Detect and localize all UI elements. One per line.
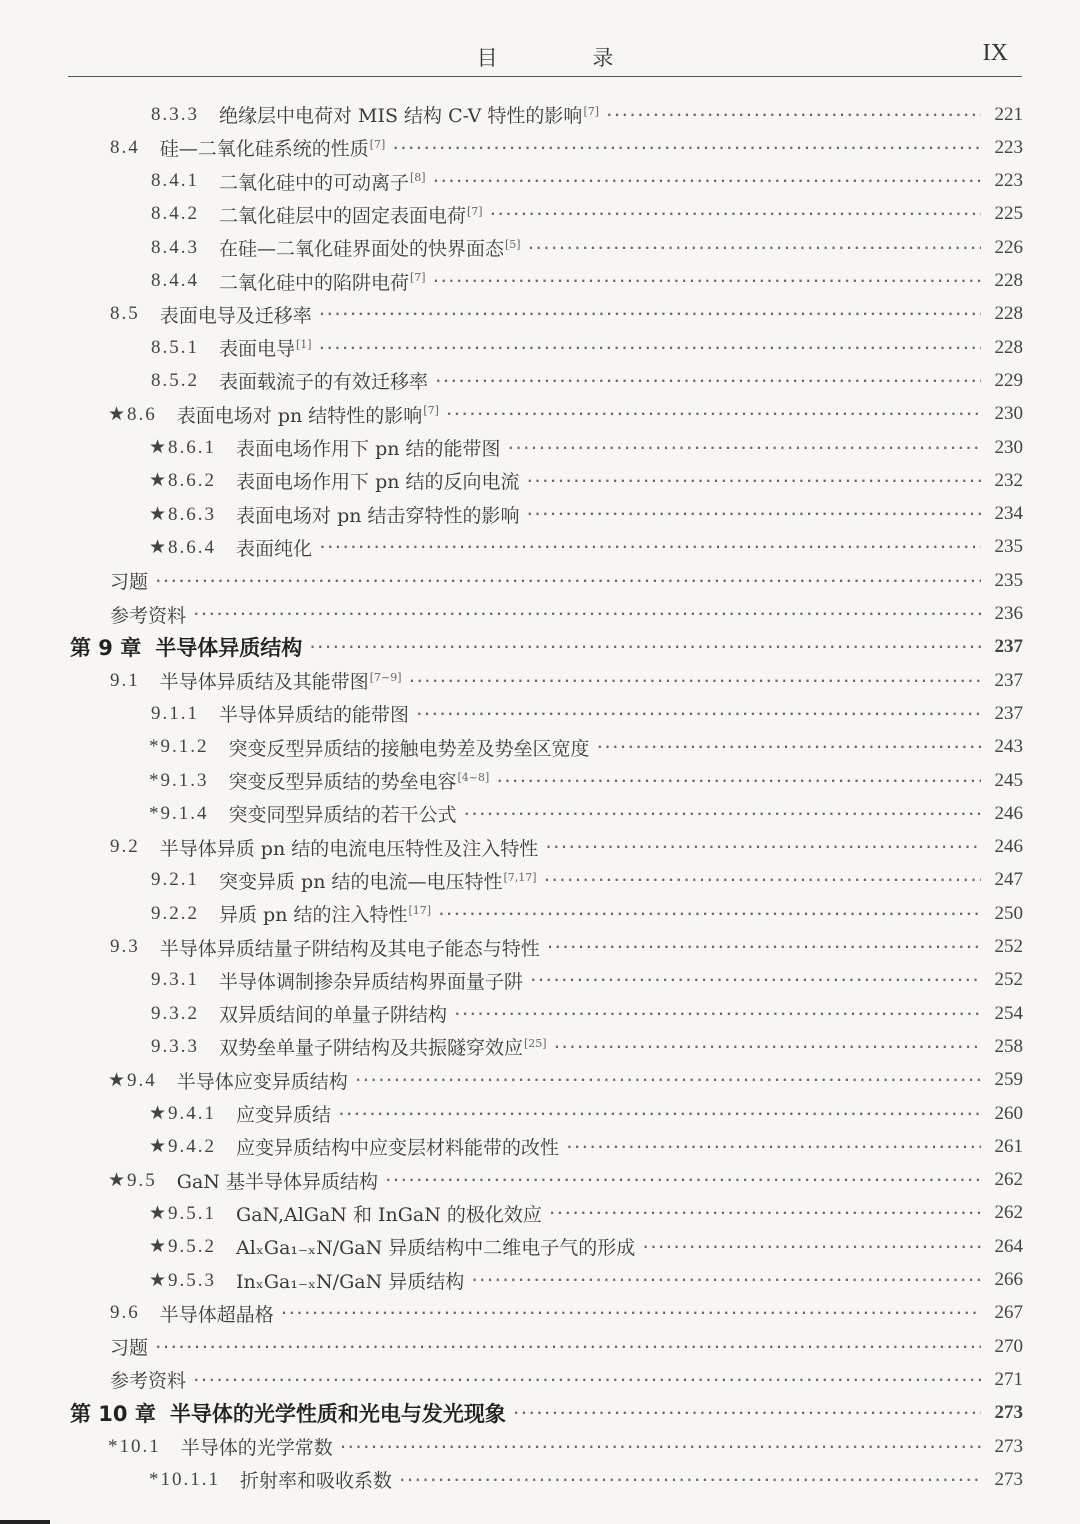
toc-entry-title xyxy=(160,934,540,961)
toc-entry-number: ★9.5.3 xyxy=(149,1269,217,1291)
scan-edge-mark xyxy=(0,1520,50,1524)
toc-entry[interactable] xyxy=(151,997,1023,1030)
toc-entry-title-text: 半导体异质结量子阱结构及其电子能态与特性 xyxy=(159,937,540,960)
toc-entry[interactable] xyxy=(110,664,1023,697)
toc-entry-title-text: 表面电场对 pn 结特性的影响 xyxy=(176,404,423,427)
toc-entry-title-text: 半导体异质结构 xyxy=(155,636,303,661)
toc-entry-page: 266 xyxy=(994,1269,1023,1290)
toc-leader-dots xyxy=(550,1206,981,1220)
toc-entry[interactable] xyxy=(149,498,1023,531)
toc-leader-dots xyxy=(310,640,981,654)
toc-entry[interactable] xyxy=(151,364,1023,397)
toc-leader-dots xyxy=(472,1273,981,1287)
toc-entry-page: 259 xyxy=(994,1069,1023,1091)
toc-entry-title xyxy=(110,1333,148,1360)
toc-entry-page: 271 xyxy=(994,1368,1023,1390)
toc-entry-title-text: InₓGa₁₋ₓN/GaN 异质结构 xyxy=(236,1270,465,1293)
toc-entry-title-text: 习题 xyxy=(110,1337,149,1360)
toc-entry-title-text: 习题 xyxy=(110,571,149,594)
toc-entry-title-text: GaN,AlGaN 和 InGaN 的极化效应 xyxy=(236,1203,542,1226)
toc-entry-reference: [7] xyxy=(423,404,439,418)
toc-entry-page: 234 xyxy=(994,503,1023,525)
toc-entry-page: 260 xyxy=(994,1102,1023,1124)
toc-entry[interactable] xyxy=(149,1230,1023,1263)
toc-leader-dots xyxy=(341,1440,981,1454)
toc-entry[interactable] xyxy=(151,897,1023,930)
toc-entry-reference: [17] xyxy=(408,903,432,917)
toc-entry-title xyxy=(229,767,490,794)
toc-leader-dots xyxy=(320,540,981,554)
toc-entry-page: 273 xyxy=(994,1402,1023,1424)
toc-entry-page: 273 xyxy=(994,1435,1023,1457)
toc-entry-number: ★8.6.4 xyxy=(149,536,217,558)
toc-entry-title-text: 半导体超晶格 xyxy=(159,1303,274,1326)
toc-entry-reference: [7~9] xyxy=(369,670,402,684)
toc-entry[interactable] xyxy=(110,298,1023,331)
toc-entry-title-text: 绝缘层中电荷对 MIS 结构 C-V 特性的影响 xyxy=(219,105,583,127)
toc-entry-title xyxy=(160,1300,274,1327)
toc-entry-title-text: 参考资料 xyxy=(110,604,187,627)
toc-entry-number: ★9.4 xyxy=(108,1069,157,1091)
toc-entry-title xyxy=(219,367,428,394)
toc-entry-number: 8.4.4 xyxy=(151,270,199,291)
toc-entry-title xyxy=(236,534,312,561)
toc-entry[interactable] xyxy=(110,564,1023,597)
toc-entry-number: 第 10 章 xyxy=(70,1402,156,1427)
toc-entry-page: 247 xyxy=(994,869,1023,891)
header-title: 目 录 xyxy=(476,46,658,70)
toc-leader-dots xyxy=(393,141,981,155)
toc-entry[interactable] xyxy=(149,531,1023,564)
toc-entry-reference: [7] xyxy=(410,271,426,285)
toc-entry-reference: [25] xyxy=(524,1037,547,1051)
toc-entry-title xyxy=(219,1033,547,1060)
toc-entry[interactable] xyxy=(151,98,1023,131)
toc-entry-page: 264 xyxy=(994,1235,1023,1257)
toc-entry[interactable] xyxy=(149,764,1023,797)
toc-entry-title xyxy=(236,1267,464,1294)
toc-entry-page: 223 xyxy=(994,170,1023,192)
toc-entry-title-text: 应变异质结构中应变层材料能带的改性 xyxy=(236,1137,560,1160)
toc-entry[interactable] xyxy=(149,797,1023,830)
toc-entry-page: 267 xyxy=(994,1302,1023,1324)
toc-entry-number: 9.2.2 xyxy=(151,902,199,924)
toc-leader-dots xyxy=(410,674,981,688)
toc-entry-reference: [8] xyxy=(410,171,426,185)
toc-entry-title xyxy=(236,1233,635,1260)
toc-entry-page: 237 xyxy=(994,702,1023,724)
page-header xyxy=(68,38,1022,77)
toc-entry[interactable] xyxy=(108,1064,1023,1097)
toc-entry-title xyxy=(177,401,439,428)
toc-leader-dots xyxy=(386,1173,981,1187)
toc-entry-number: *9.1.3 xyxy=(149,769,209,791)
toc-entry-title xyxy=(240,1466,392,1493)
toc-entry-number: 8.4 xyxy=(110,136,140,158)
toc-entry-title-text: 表面电场作用下 pn 结的反向电流 xyxy=(236,471,520,494)
toc-entry[interactable] xyxy=(149,464,1023,497)
toc-entry-title-text: 半导体的光学性质和光电与发光现象 xyxy=(169,1402,506,1427)
toc-entry-title xyxy=(219,268,426,295)
toc-entry-number: ★9.5.1 xyxy=(149,1202,217,1224)
toc-leader-dots xyxy=(529,241,981,255)
toc-entry-reference: [5] xyxy=(505,237,521,251)
toc-leader-dots xyxy=(439,907,981,921)
toc-entry-title xyxy=(219,101,599,128)
toc-entry[interactable] xyxy=(149,1264,1023,1297)
toc-entry-page: 246 xyxy=(994,802,1023,824)
toc-entry-title-text: 半导体异质结的能带图 xyxy=(219,704,410,727)
toc-entry[interactable] xyxy=(108,1430,1023,1463)
toc-entry-title xyxy=(219,700,409,727)
toc-entry[interactable] xyxy=(149,1463,1023,1496)
toc-leader-dots xyxy=(156,1340,981,1354)
toc-entry-page: 252 xyxy=(994,936,1023,957)
toc-chapter-entry[interactable] xyxy=(70,1397,1023,1430)
toc-entry-number: 8.3.3 xyxy=(151,103,199,125)
toc-entry-reference: [1] xyxy=(296,337,312,351)
toc-entry-number: 8.5.2 xyxy=(151,369,199,391)
toc-entry[interactable] xyxy=(110,1330,1023,1363)
toc-entry-number: ★8.6.2 xyxy=(149,470,217,492)
toc-leader-dots xyxy=(491,207,981,221)
toc-entry-page: 228 xyxy=(994,270,1023,291)
toc-entry-title-text: 表面电导 xyxy=(219,338,296,361)
toc-entry-number: ★9.4.2 xyxy=(149,1136,217,1158)
toc-entry-reference: [7] xyxy=(583,104,600,118)
toc-entry-page: 262 xyxy=(994,1169,1023,1191)
toc-entry-title-text: 硅—二氧化硅系统的性质 xyxy=(159,138,369,161)
toc-entry[interactable] xyxy=(110,931,1023,964)
toc-entry-page: 228 xyxy=(994,303,1023,325)
toc-entry[interactable] xyxy=(151,331,1023,364)
toc-leader-dots xyxy=(356,1073,981,1087)
toc-entry-number: ★8.6.1 xyxy=(149,437,217,458)
toc-entry-title-text: 半导体的光学常数 xyxy=(180,1437,333,1459)
toc-entry-page: 225 xyxy=(994,203,1023,225)
toc-entry-title-text: 半导体异质结及其能带图 xyxy=(159,671,369,694)
toc-entry-title xyxy=(219,867,537,894)
toc-entry-title xyxy=(236,467,519,494)
toc-entry-reference: [7] xyxy=(467,204,483,218)
toc-entry-title xyxy=(160,301,312,328)
toc-leader-dots xyxy=(555,1040,981,1054)
toc-entry-page: 229 xyxy=(994,369,1023,391)
toc-entry-title xyxy=(236,1133,559,1160)
toc-leader-dots xyxy=(497,774,981,788)
toc-entry-title xyxy=(219,201,483,228)
toc-entry-page: 235 xyxy=(994,569,1023,591)
toc-entry-title-text: 双异质结间的单量子阱结构 xyxy=(219,1004,448,1027)
toc-entry-title-text: 在硅—二氧化硅界面处的快界面态 xyxy=(219,238,505,261)
toc-leader-dots xyxy=(545,873,981,887)
toc-entry-number: 9.1 xyxy=(110,669,140,691)
toc-entry-title-text: AlₓGa₁₋ₓN/GaN 异质结构中二维电子气的形成 xyxy=(236,1237,636,1260)
toc-entry-title-text: 双势垒单量子阱结构及共振隧穿效应 xyxy=(219,1037,524,1060)
toc-entry-page: 250 xyxy=(994,902,1023,924)
toc-entry-page: 270 xyxy=(994,1335,1023,1357)
toc-entry-page: 273 xyxy=(994,1468,1023,1490)
toc-entry-title xyxy=(160,134,386,161)
toc-leader-dots xyxy=(400,1473,981,1487)
toc-entry-page: 252 xyxy=(994,969,1023,991)
toc-leader-dots xyxy=(598,740,981,754)
toc-entry-page: 228 xyxy=(994,336,1023,358)
toc-entry[interactable] xyxy=(110,1297,1023,1330)
toc-leader-dots xyxy=(548,940,981,954)
toc-entry-page: 230 xyxy=(994,436,1023,458)
toc-entry-title xyxy=(219,900,431,927)
toc-entry-page: 243 xyxy=(994,736,1023,758)
toc-entry-title-text: 突变反型异质结的势垒电容 xyxy=(228,771,457,793)
toc-entry[interactable] xyxy=(151,231,1023,264)
toc-leader-dots xyxy=(643,1240,981,1254)
toc-leader-dots xyxy=(447,407,981,421)
toc-entry-number: 9.1.1 xyxy=(151,702,199,724)
toc-entry-title xyxy=(229,734,590,761)
toc-entry-page: 232 xyxy=(994,469,1023,491)
toc-entry-title-text: 半导体应变异质结构 xyxy=(176,1070,348,1093)
toc-leader-dots xyxy=(339,1107,981,1121)
toc-leader-dots xyxy=(434,274,981,288)
toc-entry[interactable] xyxy=(151,697,1023,730)
toc-entry-page: 226 xyxy=(994,236,1023,258)
toc-entry-number: *10.1.1 xyxy=(149,1468,220,1490)
toc-entry-number: 9.2 xyxy=(110,836,140,858)
toc-entry[interactable] xyxy=(149,1130,1023,1163)
toc-entry[interactable] xyxy=(151,198,1023,231)
toc-entry-page: 258 xyxy=(994,1035,1023,1057)
toc-entry-title-text: 半导体异质 pn 结的电流电压特性及注入特性 xyxy=(159,837,539,860)
toc-entry-title-text: 异质 pn 结的注入特性 xyxy=(219,904,408,927)
toc-entry-page: 223 xyxy=(994,136,1023,158)
toc-entry-number: 8.5 xyxy=(110,303,140,325)
toc-entry-number: 8.4.3 xyxy=(151,236,199,258)
toc-entry-number: 9.6 xyxy=(110,1302,140,1324)
header-page-number: IX xyxy=(982,40,1008,66)
toc-entry-title xyxy=(219,1000,447,1027)
toc-entry-title-text: 二氧化硅层中的固定表面电荷 xyxy=(219,204,467,227)
toc-entry-title xyxy=(236,1100,331,1127)
toc-entry-number: 9.3.1 xyxy=(151,969,199,991)
toc-entry-number: 8.4.2 xyxy=(151,203,199,225)
toc-entry-title-text: 参考资料 xyxy=(110,1370,187,1393)
toc-entry-title-text: 表面纯化 xyxy=(236,537,313,560)
toc-entry[interactable] xyxy=(110,131,1023,164)
toc-entry-number: 9.2.1 xyxy=(151,869,199,891)
toc-entry-number: 8.4.1 xyxy=(151,170,199,192)
toc-leader-dots xyxy=(320,307,981,321)
toc-entry-title xyxy=(219,168,426,195)
toc-leader-dots xyxy=(465,807,981,821)
toc-entry-title xyxy=(110,601,186,628)
toc-entry[interactable] xyxy=(151,165,1023,198)
toc-entry-title-text: 突变同型异质结的若干公式 xyxy=(228,804,457,827)
toc-entry-title xyxy=(229,800,457,827)
toc-entry-title-text: 突变反型异质结的接触电势差及势垒区宽度 xyxy=(228,737,590,760)
toc-chapter-entry[interactable] xyxy=(70,631,1023,664)
toc-leader-dots xyxy=(607,108,981,122)
toc-entry[interactable] xyxy=(110,598,1023,631)
toc-entry-title xyxy=(181,1433,333,1460)
toc-leader-dots xyxy=(531,973,981,987)
toc-entry-reference: [4~8] xyxy=(457,770,490,784)
toc-entry[interactable] xyxy=(108,1164,1023,1197)
toc-entry-number: ★8.6 xyxy=(108,403,157,425)
toc-entry-title xyxy=(219,967,523,994)
toc-entry-title xyxy=(160,834,538,861)
toc-entry-title xyxy=(236,501,519,528)
toc-entry-number: ★9.5 xyxy=(108,1169,157,1191)
toc-entry[interactable] xyxy=(110,831,1023,864)
toc-entry-title-text: 表面电场作用下 pn 结的能带图 xyxy=(236,438,501,460)
toc-entry[interactable] xyxy=(151,1030,1023,1063)
toc-entry-page: 254 xyxy=(994,1002,1023,1024)
toc-entry-number: *9.1.2 xyxy=(149,736,209,758)
toc-entry-page: 246 xyxy=(994,836,1023,858)
toc-entry[interactable] xyxy=(110,1363,1023,1396)
toc-entry-number: 9.3 xyxy=(110,936,140,957)
toc-leader-dots xyxy=(528,474,981,488)
toc-entry-title xyxy=(177,1067,348,1094)
toc-leader-dots xyxy=(436,374,981,388)
toc-entry-title xyxy=(170,1398,506,1428)
toc-entry-title xyxy=(219,334,312,361)
toc-entry-title-text: 突变异质 pn 结的电流—电压特性 xyxy=(219,870,503,893)
toc-leader-dots xyxy=(514,1406,981,1420)
toc-entry-title-text: 表面电场对 pn 结击穿特性的影响 xyxy=(236,504,520,527)
toc-entry-title xyxy=(219,234,521,261)
toc-entry-number: *9.1.4 xyxy=(149,802,209,824)
toc-entry-title xyxy=(177,1167,378,1194)
toc-entry[interactable] xyxy=(149,1197,1023,1230)
toc-entry[interactable] xyxy=(149,1097,1023,1130)
toc-entry-page: 236 xyxy=(994,603,1023,624)
toc-entry-page: 235 xyxy=(994,536,1023,558)
toc-entry-number: 9.3.2 xyxy=(151,1002,199,1024)
toc-entry-number: 第 9 章 xyxy=(70,636,142,661)
toc-entry-page: 245 xyxy=(994,769,1023,791)
toc-leader-dots xyxy=(320,341,981,355)
toc-entry-page: 221 xyxy=(994,103,1023,125)
toc-entry[interactable] xyxy=(108,398,1023,431)
toc-entry-title-text: 应变异质结 xyxy=(236,1104,332,1126)
toc-entry-title xyxy=(160,667,402,694)
toc-entry-number: ★8.6.3 xyxy=(149,503,217,525)
toc-entry-title-text: 二氧化硅中的陷阱电荷 xyxy=(219,271,410,294)
toc-entry[interactable] xyxy=(151,864,1023,897)
toc-leader-dots xyxy=(156,574,981,588)
toc-entry-title xyxy=(236,434,500,461)
toc-entry-title xyxy=(236,1200,542,1227)
toc-entry-title-text: 二氧化硅中的可动离子 xyxy=(219,171,410,194)
toc-leader-dots xyxy=(417,707,981,721)
toc-entry-number: 9.3.3 xyxy=(151,1035,199,1057)
toc-leader-dots xyxy=(528,507,981,521)
toc-entry-number: 8.5.1 xyxy=(151,336,199,358)
toc-leader-dots xyxy=(567,1140,981,1154)
toc-leader-dots xyxy=(434,174,981,188)
toc-entry-title xyxy=(110,567,148,594)
toc-entry-title-text: 表面载流子的有效迁移率 xyxy=(219,371,429,394)
toc-entry-page: 262 xyxy=(994,1202,1023,1224)
toc-entry-number: *10.1 xyxy=(108,1435,161,1457)
toc-entry[interactable] xyxy=(151,964,1023,997)
toc-entry-title-text: GaN 基半导体异质结构 xyxy=(176,1170,378,1193)
toc-entry[interactable] xyxy=(151,265,1023,298)
toc-entry-page: 237 xyxy=(994,669,1023,691)
toc-entry-title xyxy=(155,632,302,662)
toc-entry-title-text: 半导体调制掺杂异质结构界面量子阱 xyxy=(219,970,524,993)
toc-entry-number: ★9.4.1 xyxy=(149,1103,217,1124)
toc-entry[interactable] xyxy=(149,731,1023,764)
toc-entry-number: ★9.5.2 xyxy=(149,1236,217,1258)
toc-entry-reference: [7] xyxy=(369,137,386,151)
toc-entry-title xyxy=(110,1366,186,1393)
toc-leader-dots xyxy=(282,1306,981,1320)
toc-leader-dots xyxy=(194,607,981,621)
toc-entry[interactable] xyxy=(149,431,1023,464)
toc-entry-page: 261 xyxy=(994,1135,1023,1157)
toc-entry-reference: [7,17] xyxy=(503,870,537,884)
toc-leader-dots xyxy=(194,1373,981,1387)
toc-entry-page: 237 xyxy=(994,636,1023,658)
toc-leader-dots xyxy=(546,840,981,854)
toc-entry-title-text: 折射率和吸收系数 xyxy=(240,1470,393,1493)
toc-entry-title-text: 表面电导及迁移率 xyxy=(159,304,312,327)
toc-entry-page: 230 xyxy=(994,403,1023,425)
toc-leader-dots xyxy=(455,1007,981,1021)
toc-leader-dots xyxy=(509,441,981,455)
